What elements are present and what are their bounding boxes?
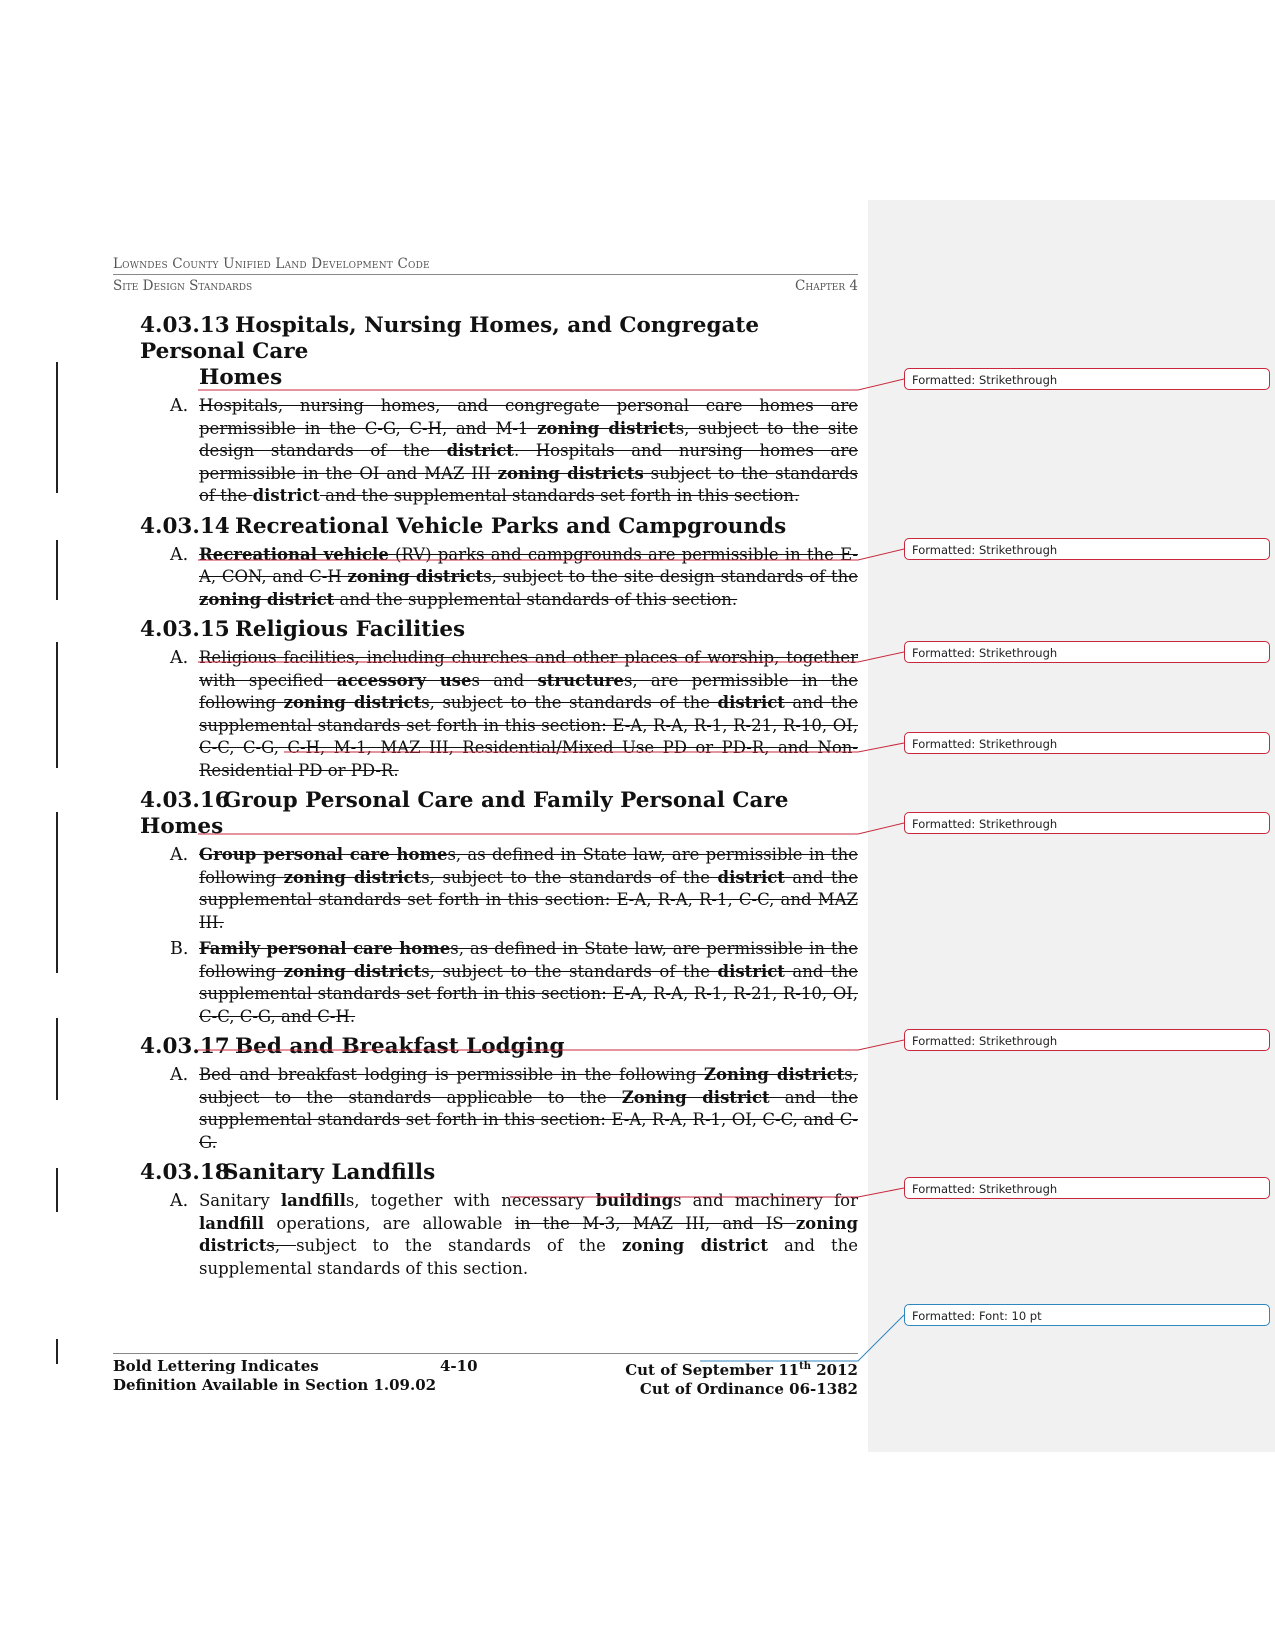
defined-term: Zoning district [703, 1065, 845, 1084]
text-run: (RV) parks and campgrounds are permissible in the E-A, CON, and C-H [199, 544, 858, 586]
text-run: and the supplemental standards set forth in this section. [319, 486, 800, 505]
leader-line [284, 743, 904, 752]
header-chapter: Chapter 4 [795, 278, 858, 294]
text-run: Hospitals, nursing homes, and congregate personal care homes are permissible in the C-G, C-H, and M-1 [199, 396, 858, 438]
header-title: Lowndes County Unified Land Development Code [113, 256, 858, 275]
defined-term: district [252, 486, 320, 505]
defined-term: zoning district [283, 693, 422, 712]
section-title: Bed and Breakfast Lodging [235, 1034, 565, 1059]
defined-term: Group personal care home [199, 845, 448, 864]
section-title: Religious Facilities [235, 617, 466, 642]
item-label: A. [170, 1065, 189, 1085]
footer-left [113, 1357, 436, 1395]
text-run: s, subject to the site design standards of the [199, 418, 859, 460]
text-run: s and [471, 670, 538, 690]
text-run: and the supplemental standards set forth in this section: E-A, R-A, R-1, OI, C-C, and C-G. [199, 1087, 858, 1152]
defined-term: district [717, 867, 785, 887]
defined-term: zoning district [199, 589, 335, 609]
text-run: and the supplemental standards set forth in this section: E-A, R-A, R-1, R-21, R-10, OI, C-C, C-G, C-H, M-1, MAZ III, Residential/Mixed Use PD or PD-R, and Non-Residential PD or PD-R. [199, 693, 858, 780]
defined-term: accessory use [336, 670, 472, 690]
comment-balloon[interactable]: Formatted: Strikethrough [904, 1177, 1270, 1199]
text-run: s, subject to the standards of the [421, 867, 718, 887]
text-run: s, subject to the standards applicable to the [199, 1065, 858, 1107]
text-run: s, as defined in State law, are permissible in the following [199, 939, 858, 981]
page-number: 4-10 [440, 1357, 478, 1375]
defined-term: Zoning district [621, 1087, 770, 1107]
defined-term: zoning district [199, 1213, 858, 1255]
defined-term: landfill [280, 1191, 346, 1210]
defined-term: zoning districts [497, 463, 644, 483]
footer-ordinance: Cut of Ordinance 06-1382 [639, 1380, 858, 1398]
text-run: s and machinery for [673, 1191, 859, 1210]
section-number: 4.03.18 [140, 1160, 230, 1185]
leader-line [198, 1040, 904, 1050]
defined-term: Recreational vehicle [199, 544, 389, 564]
defined-term: zoning district [621, 1236, 768, 1255]
defined-term: structure [537, 670, 624, 690]
text-run: Bed and breakfast lodging is permissible in the following [199, 1065, 704, 1084]
section-title: Recreational Vehicle Parks and Campgrounds [235, 513, 787, 539]
text-run: s, subject to the standards of the [421, 693, 718, 712]
item-label: A. [170, 648, 189, 668]
leader-line [198, 379, 904, 390]
comment-balloon[interactable]: Formatted: Strikethrough [904, 732, 1270, 754]
section-number: 4.03.15 [140, 617, 230, 642]
leader-line [198, 652, 904, 662]
footer-note-1: Bold Lettering Indicates [113, 1357, 319, 1375]
footer-note-2: Definition Available in Section 1.09.02 [113, 1376, 437, 1394]
item-label: A. [170, 1191, 189, 1211]
section-title: Group Personal Care and Family Personal Care Homes [140, 788, 789, 839]
leader-line [198, 549, 904, 560]
text-run: and the supplemental standards set forth in this section: E-A, R-A, R-1, R-21, R-10, OI, C-C, C-G, and C-H. [199, 961, 858, 1026]
item-label: B. [170, 939, 189, 959]
section-title: Sanitary Landfills [223, 1160, 436, 1185]
defined-term: zoning district [283, 961, 422, 981]
text-run: Religious facilities, including churches and other places of worship, together with specified [199, 648, 858, 690]
defined-term: building [595, 1191, 674, 1210]
text-run: and the supplemental standards of this section. [334, 589, 738, 609]
defined-term: Family personal care home [199, 939, 451, 958]
text-run: and the supplemental standards of this section. [199, 1236, 858, 1278]
defined-term: district [717, 693, 785, 712]
item-label: A. [170, 845, 189, 865]
text-run: subject to the standards of the [296, 1236, 622, 1255]
section-number: 4.03.14 [140, 513, 230, 539]
text-run: . Hospitals and nursing homes are permissible in the OI and MAZ III [199, 441, 859, 483]
leader-line [198, 823, 904, 834]
defined-term: zoning district [347, 567, 484, 586]
footer-rule [113, 1353, 858, 1354]
defined-term: zoning district [283, 867, 422, 887]
comment-balloon[interactable]: Formatted: Strikethrough [904, 368, 1270, 390]
text-run: Sanitary [199, 1191, 281, 1210]
footer-right [625, 1357, 858, 1399]
text-run: s, subject to the site design standards of the [483, 567, 858, 586]
section-title-continued: Homes [199, 365, 283, 390]
defined-term: zoning district [537, 418, 676, 438]
text-run: s, are permissible in the following [199, 670, 858, 712]
comment-balloon[interactable]: Formatted: Strikethrough [904, 1029, 1270, 1051]
text-run: subject to the standards of the [199, 463, 858, 505]
text-run: s, as defined in State law, are permissible in the following [199, 845, 858, 887]
defined-term: district [717, 961, 785, 981]
footer-date: Cut of September 11th 2012 [625, 1361, 858, 1379]
item-label: A. [170, 396, 189, 416]
section-title: Hospitals, Nursing Homes, and Congregate Personal Care [140, 313, 760, 364]
comment-balloon[interactable]: Formatted: Strikethrough [904, 812, 1270, 834]
text-run: s, subject to the standards of the [421, 961, 718, 981]
leader-line [510, 1188, 904, 1197]
item-label: A. [170, 544, 189, 565]
comment-balloon[interactable]: Formatted: Strikethrough [904, 538, 1270, 560]
text-run: s, [266, 1236, 297, 1255]
section-number: 4.03.16 [140, 788, 230, 813]
text-run: s, together with necessary [345, 1191, 596, 1210]
comment-balloon[interactable]: Formatted: Font: 10 pt [904, 1304, 1270, 1326]
defined-term: landfill [199, 1213, 265, 1233]
text-run: operations, are allowable [264, 1213, 515, 1233]
leader-line [700, 1315, 904, 1361]
text-run: in the M-3, MAZ III, and IS [514, 1213, 796, 1233]
defined-term: district [446, 441, 514, 460]
section-number: 4.03.13 [140, 313, 230, 338]
comment-balloon[interactable]: Formatted: Strikethrough [904, 641, 1270, 663]
text-run: and the supplemental standards set forth in this section: E-A, R-A, R-1, C-C, and MAZ III. [199, 867, 858, 932]
section-number: 4.03.17 [140, 1034, 230, 1059]
header-section: Site Design Standards [113, 278, 253, 294]
